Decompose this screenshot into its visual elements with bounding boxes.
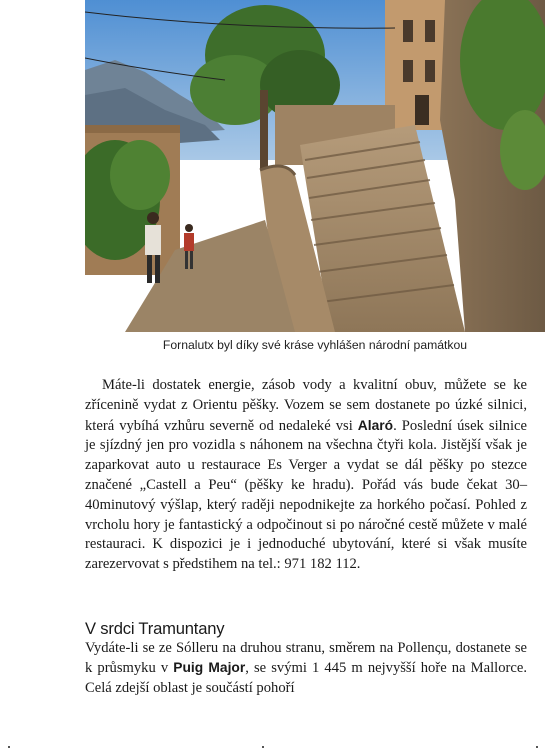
section-heading: V srdci Tramuntany [85,619,225,638]
crop-mark [536,746,538,748]
crop-mark [8,746,10,748]
paragraph-text: , se svými 1 445 m nejvyšší hoře na Mallorce. Celá zdejší oblast je součástí pohoří [85,660,527,696]
paragraph-text: . Poslední úsek silnice je sjízdný jen pro vozidla s náhonem na všechna čtyři kola. Jistější však je zaparkovat auto u restaurace Es Verger a vydat se dál pěšky po stezce značené „Castell a Peu“ (pěšky ke hradu). Pořád vás bude čekat 30–40minutový výšlap, který raději nepodnikejte za horkého počasí. Pohled z vrcholu hory je fantastický a odpočinout si po náročné cestě můžete v malé restauraci. K dispozici je i jednoduché ubytování, které si však musíte zarezervovat s předstihem na tel.: 971 182 112. [85,417,527,573]
stone-stairway-image [85,0,545,332]
photo-caption: Fornalutx byl díky své kráse vyhlášen národní památkou [162,338,468,352]
place-name-puig-major: Puig Major [173,660,246,675]
crop-mark [262,746,264,748]
paragraph-text: Máte-li dostatek energie, zásob vody a kvalitní obuv, můžete se ke zřícenině vydat z Orientu pěšky. Vozem se sem dostanete po úzké silnici, která vybíhá vzhůru severně od nedaleké vsi [85,377,527,434]
street-photo [85,0,545,332]
section-paragraph [85,638,527,698]
place-name-alaro: Alaró [357,417,394,433]
paragraph-text: Vydáte-li se ze Sólleru na druhou stranu, směrem na Pollenςu, dostanete se k průsmyku v [85,640,527,676]
article-paragraph [85,376,527,575]
